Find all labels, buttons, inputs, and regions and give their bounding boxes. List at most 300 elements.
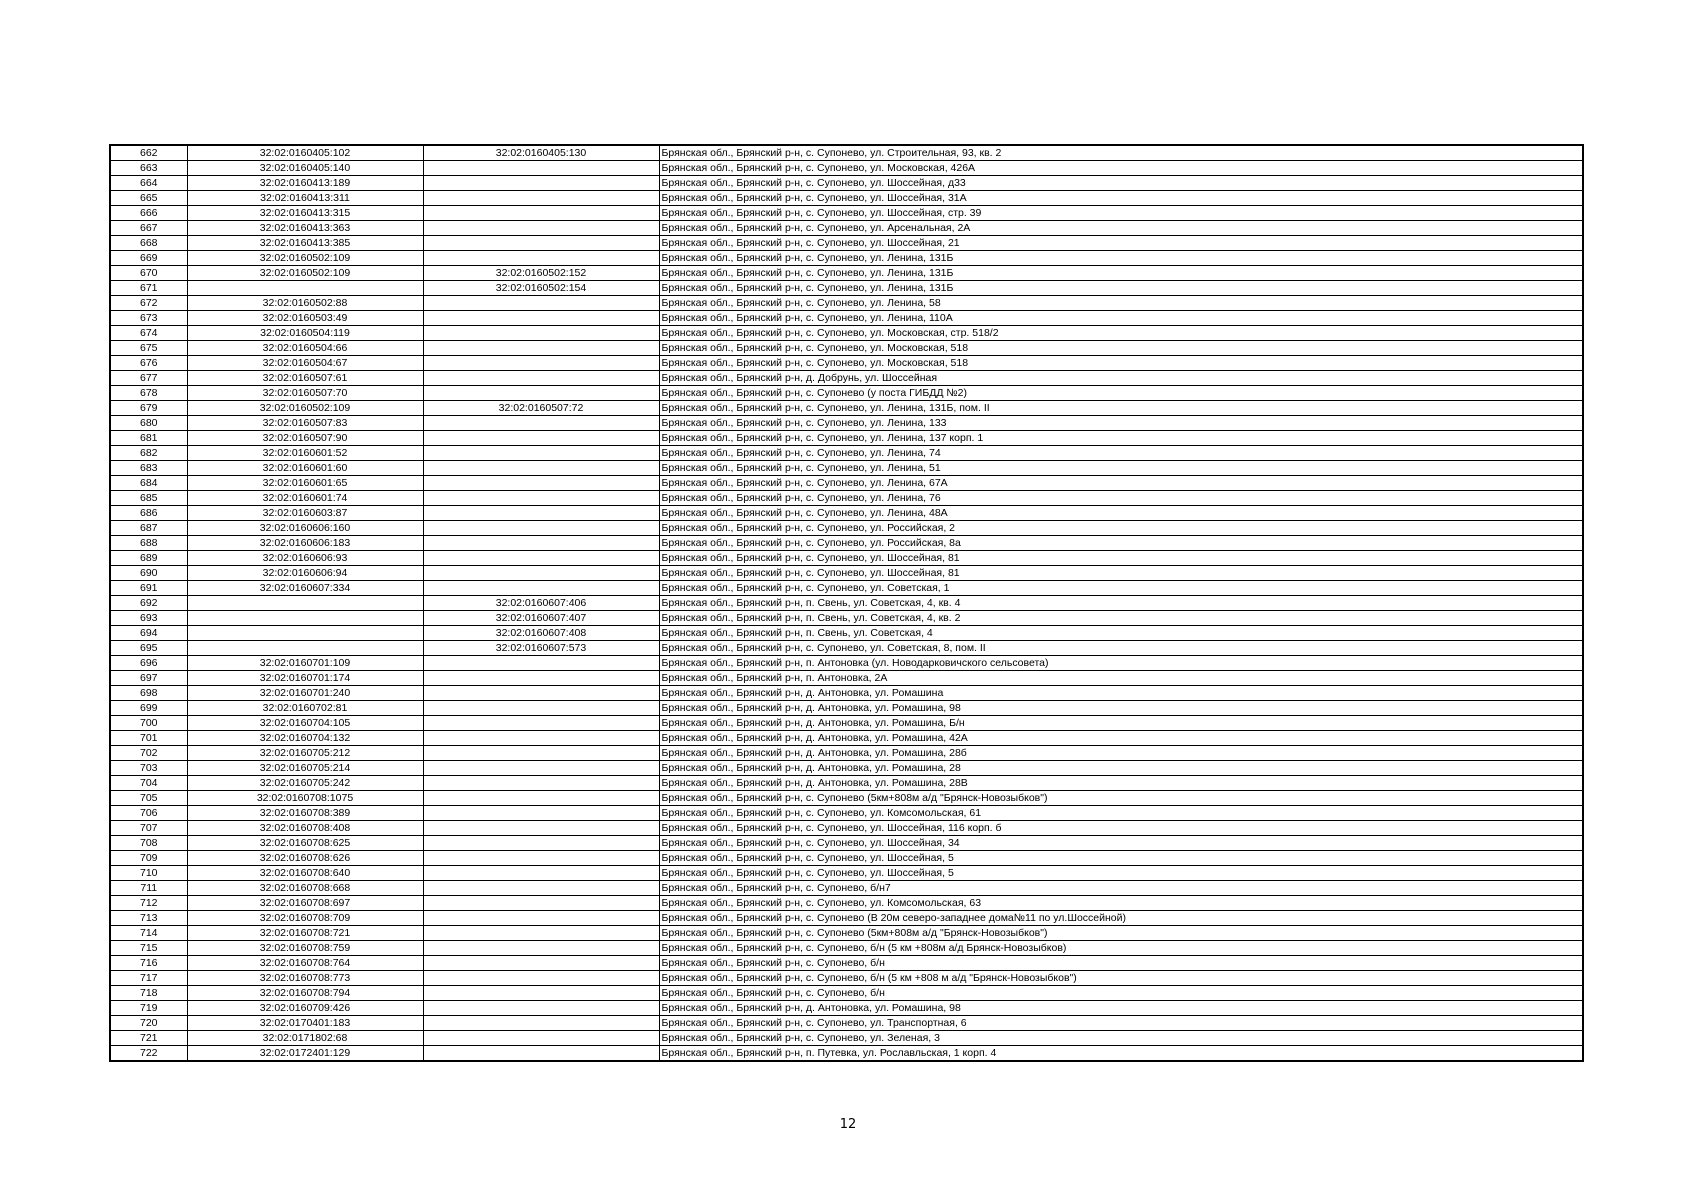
row-number-cell: 691: [110, 581, 187, 596]
address-cell: Брянская обл., Брянский р-н, с. Супонево, ул. Шоссейная, 81: [659, 551, 1583, 566]
table-row: [110, 971, 1583, 986]
address-cell: Брянская обл., Брянский р-н, с. Супонево, ул. Московская, стр. 518/2: [659, 326, 1583, 341]
related-cadastral-number-cell: [423, 851, 659, 866]
cadastral-number-cell: 32:02:0160705:212: [187, 746, 423, 761]
cadastral-number-cell: [187, 611, 423, 626]
row-number-cell: 697: [110, 671, 187, 686]
address-cell: Брянская обл., Брянский р-н, с. Супонево, ул. Зеленая, 3: [659, 1031, 1583, 1046]
cadastral-number-cell: 32:02:0160702:81: [187, 701, 423, 716]
cadastral-number-cell: 32:02:0160504:67: [187, 356, 423, 371]
row-number-cell: 669: [110, 251, 187, 266]
row-number-cell: 699: [110, 701, 187, 716]
cadastral-number-cell: 32:02:0160504:66: [187, 341, 423, 356]
table-row: [110, 161, 1583, 176]
cadastral-number-cell: 32:02:0160601:60: [187, 461, 423, 476]
table-row: [110, 341, 1583, 356]
related-cadastral-number-cell: [423, 701, 659, 716]
cadastral-number-cell: 32:02:0160507:70: [187, 386, 423, 401]
address-cell: Брянская обл., Брянский р-н, д. Антоновка, ул. Ромашина, 28В: [659, 776, 1583, 791]
related-cadastral-number-cell: [423, 356, 659, 371]
cadastral-number-cell: 32:02:0160704:105: [187, 716, 423, 731]
address-cell: Брянская обл., Брянский р-н, с. Супонево, ул. Ленина, 131Б: [659, 266, 1583, 281]
related-cadastral-number-cell: [423, 536, 659, 551]
row-number-cell: 695: [110, 641, 187, 656]
table-row: [110, 611, 1583, 626]
address-cell: Брянская обл., Брянский р-н, п. Антоновка, 2А: [659, 671, 1583, 686]
row-number-cell: 718: [110, 986, 187, 1001]
row-number-cell: 702: [110, 746, 187, 761]
row-number-cell: 668: [110, 236, 187, 251]
row-number-cell: 667: [110, 221, 187, 236]
row-number-cell: 662: [110, 145, 187, 161]
table-row: [110, 851, 1583, 866]
row-number-cell: 663: [110, 161, 187, 176]
address-cell: Брянская обл., Брянский р-н, с. Супонево, ул. Шоссейная, 5: [659, 851, 1583, 866]
table-row: [110, 371, 1583, 386]
address-cell: Брянская обл., Брянский р-н, с. Супонево, ул. Ленина, 67А: [659, 476, 1583, 491]
row-number-cell: 696: [110, 656, 187, 671]
address-cell: Брянская обл., Брянский р-н, с. Супонево, ул. Ленина, 74: [659, 446, 1583, 461]
address-cell: Брянская обл., Брянский р-н, с. Супонево (В 20м северо-западнее дома№11 по ул.Шоссейной): [659, 911, 1583, 926]
table-row: [110, 476, 1583, 491]
cadastral-number-cell: 32:02:0160405:102: [187, 145, 423, 161]
address-cell: Брянская обл., Брянский р-н, с. Супонево, ул. Российская, 8а: [659, 536, 1583, 551]
cadastral-number-cell: 32:02:0160709:426: [187, 1001, 423, 1016]
address-cell: Брянская обл., Брянский р-н, д. Антоновка, ул. Ромашина: [659, 686, 1583, 701]
table-row: [110, 506, 1583, 521]
cadastral-number-cell: 32:02:0160502:109: [187, 401, 423, 416]
row-number-cell: 693: [110, 611, 187, 626]
cadastral-number-cell: 32:02:0160507:61: [187, 371, 423, 386]
related-cadastral-number-cell: [423, 686, 659, 701]
related-cadastral-number-cell: [423, 716, 659, 731]
address-cell: Брянская обл., Брянский р-н, с. Супонево, ул. Ленина, 51: [659, 461, 1583, 476]
cadastral-number-cell: 32:02:0160601:65: [187, 476, 423, 491]
cadastral-number-cell: 32:02:0160708:697: [187, 896, 423, 911]
address-cell: Брянская обл., Брянский р-н, д. Антоновка, ул. Ромашина, 98: [659, 1001, 1583, 1016]
table-row: [110, 746, 1583, 761]
table-row: [110, 431, 1583, 446]
row-number-cell: 708: [110, 836, 187, 851]
related-cadastral-number-cell: [423, 926, 659, 941]
address-cell: Брянская обл., Брянский р-н, с. Супонево, ул. Арсенальная, 2А: [659, 221, 1583, 236]
table-row: [110, 176, 1583, 191]
address-cell: Брянская обл., Брянский р-н, с. Супонево, ул. Транспортная, 6: [659, 1016, 1583, 1031]
address-cell: Брянская обл., Брянский р-н, с. Супонево, ул. Строительная, 93, кв. 2: [659, 145, 1583, 161]
cadastral-number-cell: 32:02:0170401:183: [187, 1016, 423, 1031]
row-number-cell: 685: [110, 491, 187, 506]
related-cadastral-number-cell: [423, 326, 659, 341]
table-row: [110, 986, 1583, 1001]
cadastral-number-cell: 32:02:0160708:668: [187, 881, 423, 896]
address-cell: Брянская обл., Брянский р-н, д. Антоновка, ул. Ромашина, 28б: [659, 746, 1583, 761]
row-number-cell: 690: [110, 566, 187, 581]
related-cadastral-number-cell: [423, 551, 659, 566]
related-cadastral-number-cell: 32:02:0160502:154: [423, 281, 659, 296]
cadastral-number-cell: 32:02:0160606:93: [187, 551, 423, 566]
related-cadastral-number-cell: 32:02:0160507:72: [423, 401, 659, 416]
row-number-cell: 671: [110, 281, 187, 296]
related-cadastral-number-cell: [423, 836, 659, 851]
address-cell: Брянская обл., Брянский р-н, с. Супонево, ул. Советская, 8, пом. II: [659, 641, 1583, 656]
address-cell: Брянская обл., Брянский р-н, д. Антоновка, ул. Ромашина, 98: [659, 701, 1583, 716]
row-number-cell: 666: [110, 206, 187, 221]
table-row: [110, 326, 1583, 341]
table-row: [110, 941, 1583, 956]
address-cell: Брянская обл., Брянский р-н, д. Антоновка, ул. Ромашина, Б/н: [659, 716, 1583, 731]
address-cell: Брянская обл., Брянский р-н, с. Супонево, б/н (5 км +808м а/д Брянск-Новозыбков): [659, 941, 1583, 956]
address-cell: Брянская обл., Брянский р-н, с. Супонево, ул. Комсомольская, 61: [659, 806, 1583, 821]
table-row: [110, 731, 1583, 746]
related-cadastral-number-cell: [423, 986, 659, 1001]
cadastral-number-cell: 32:02:0160701:109: [187, 656, 423, 671]
related-cadastral-number-cell: [423, 821, 659, 836]
address-cell: Брянская обл., Брянский р-н, с. Супонево, ул. Шоссейная, 81: [659, 566, 1583, 581]
cadastral-number-cell: 32:02:0160413:189: [187, 176, 423, 191]
cadastral-number-cell: [187, 596, 423, 611]
cadastral-number-cell: 32:02:0160704:132: [187, 731, 423, 746]
related-cadastral-number-cell: [423, 446, 659, 461]
address-cell: Брянская обл., Брянский р-н, с. Супонево (5км+808м а/д "Брянск-Новозыбков"): [659, 926, 1583, 941]
table-row: [110, 926, 1583, 941]
related-cadastral-number-cell: [423, 1031, 659, 1046]
cadastral-number-cell: [187, 281, 423, 296]
cadastral-number-cell: 32:02:0160708:773: [187, 971, 423, 986]
related-cadastral-number-cell: [423, 761, 659, 776]
table-row: [110, 626, 1583, 641]
cadastral-number-cell: 32:02:0160413:363: [187, 221, 423, 236]
address-cell: Брянская обл., Брянский р-н, с. Супонево, ул. Российская, 2: [659, 521, 1583, 536]
row-number-cell: 673: [110, 311, 187, 326]
row-number-cell: 713: [110, 911, 187, 926]
table-row: [110, 581, 1583, 596]
table-row: [110, 461, 1583, 476]
address-cell: Брянская обл., Брянский р-н, п. Антоновка (ул. Новодарковичского сельсовета): [659, 656, 1583, 671]
related-cadastral-number-cell: 32:02:0160607:573: [423, 641, 659, 656]
table-row: [110, 281, 1583, 296]
address-cell: Брянская обл., Брянский р-н, с. Супонево, ул. Шоссейная, стр. 39: [659, 206, 1583, 221]
related-cadastral-number-cell: [423, 896, 659, 911]
address-cell: Брянская обл., Брянский р-н, п. Свень, ул. Советская, 4, кв. 4: [659, 596, 1583, 611]
address-cell: Брянская обл., Брянский р-н, с. Супонево, ул. Комсомольская, 63: [659, 896, 1583, 911]
cadastral-number-cell: 32:02:0160708:764: [187, 956, 423, 971]
row-number-cell: 689: [110, 551, 187, 566]
cadastral-number-cell: 32:02:0160708:640: [187, 866, 423, 881]
address-cell: Брянская обл., Брянский р-н, с. Супонево, ул. Московская, 518: [659, 356, 1583, 371]
row-number-cell: 670: [110, 266, 187, 281]
row-number-cell: 675: [110, 341, 187, 356]
address-cell: Брянская обл., Брянский р-н, с. Супонево, б/н: [659, 956, 1583, 971]
cadastral-number-cell: 32:02:0160507:83: [187, 416, 423, 431]
table-row: [110, 551, 1583, 566]
row-number-cell: 692: [110, 596, 187, 611]
row-number-cell: 714: [110, 926, 187, 941]
address-cell: Брянская обл., Брянский р-н, с. Супонево, ул. Шоссейная, 21: [659, 236, 1583, 251]
table-row: [110, 1001, 1583, 1016]
address-cell: Брянская обл., Брянский р-н, п. Путевка, ул. Рославльская, 1 корп. 4: [659, 1046, 1583, 1062]
table-row: [110, 1046, 1583, 1062]
table-row: [110, 191, 1583, 206]
related-cadastral-number-cell: [423, 461, 659, 476]
row-number-cell: 710: [110, 866, 187, 881]
cadastral-number-cell: 32:02:0160503:49: [187, 311, 423, 326]
related-cadastral-number-cell: [423, 206, 659, 221]
related-cadastral-number-cell: [423, 431, 659, 446]
row-number-cell: 722: [110, 1046, 187, 1062]
cadastral-number-cell: 32:02:0160701:240: [187, 686, 423, 701]
address-cell: Брянская обл., Брянский р-н, с. Супонево, ул. Ленина, 48А: [659, 506, 1583, 521]
table-row: [110, 536, 1583, 551]
related-cadastral-number-cell: 32:02:0160607:407: [423, 611, 659, 626]
row-number-cell: 720: [110, 1016, 187, 1031]
address-cell: Брянская обл., Брянский р-н, с. Супонево, ул. Ленина, 110А: [659, 311, 1583, 326]
related-cadastral-number-cell: [423, 221, 659, 236]
related-cadastral-number-cell: [423, 776, 659, 791]
related-cadastral-number-cell: [423, 941, 659, 956]
cadastral-number-cell: 32:02:0160701:174: [187, 671, 423, 686]
cadastral-number-cell: 32:02:0160504:119: [187, 326, 423, 341]
table-row: [110, 416, 1583, 431]
related-cadastral-number-cell: [423, 476, 659, 491]
related-cadastral-number-cell: [423, 746, 659, 761]
cadastral-number-cell: 32:02:0160708:626: [187, 851, 423, 866]
table-row: [110, 776, 1583, 791]
cadastral-number-cell: 32:02:0160708:794: [187, 986, 423, 1001]
related-cadastral-number-cell: [423, 731, 659, 746]
related-cadastral-number-cell: [423, 416, 659, 431]
related-cadastral-number-cell: [423, 191, 659, 206]
table-row: [110, 956, 1583, 971]
related-cadastral-number-cell: [423, 386, 659, 401]
cadastral-number-cell: 32:02:0160708:721: [187, 926, 423, 941]
table-row: [110, 641, 1583, 656]
related-cadastral-number-cell: [423, 176, 659, 191]
row-number-cell: 712: [110, 896, 187, 911]
table-row: [110, 401, 1583, 416]
address-cell: Брянская обл., Брянский р-н, с. Супонево, б/н: [659, 986, 1583, 1001]
table-row: [110, 491, 1583, 506]
row-number-cell: 700: [110, 716, 187, 731]
row-number-cell: 665: [110, 191, 187, 206]
row-number-cell: 704: [110, 776, 187, 791]
address-cell: Брянская обл., Брянский р-н, с. Супонево, ул. Московская, 518: [659, 341, 1583, 356]
row-number-cell: 681: [110, 431, 187, 446]
related-cadastral-number-cell: 32:02:0160607:408: [423, 626, 659, 641]
table-row: [110, 761, 1583, 776]
row-number-cell: 678: [110, 386, 187, 401]
table-row: [110, 386, 1583, 401]
cadastral-number-cell: 32:02:0160607:334: [187, 581, 423, 596]
cadastral-number-cell: 32:02:0160708:1075: [187, 791, 423, 806]
row-number-cell: 680: [110, 416, 187, 431]
row-number-cell: 684: [110, 476, 187, 491]
table-row: [110, 866, 1583, 881]
related-cadastral-number-cell: [423, 521, 659, 536]
table-row: [110, 145, 1583, 161]
table-row: [110, 716, 1583, 731]
page-number: 12: [839, 1117, 857, 1132]
row-number-cell: 711: [110, 881, 187, 896]
table-row: [110, 521, 1583, 536]
related-cadastral-number-cell: [423, 251, 659, 266]
related-cadastral-number-cell: [423, 161, 659, 176]
row-number-cell: 679: [110, 401, 187, 416]
row-number-cell: 687: [110, 521, 187, 536]
related-cadastral-number-cell: [423, 311, 659, 326]
related-cadastral-number-cell: 32:02:0160607:406: [423, 596, 659, 611]
related-cadastral-number-cell: [423, 236, 659, 251]
table-row: [110, 1031, 1583, 1046]
row-number-cell: 719: [110, 1001, 187, 1016]
address-cell: Брянская обл., Брянский р-н, с. Супонево, ул. Шоссейная, 116 корп. б: [659, 821, 1583, 836]
row-number-cell: 721: [110, 1031, 187, 1046]
row-number-cell: 682: [110, 446, 187, 461]
related-cadastral-number-cell: [423, 1016, 659, 1031]
row-number-cell: 709: [110, 851, 187, 866]
address-cell: Брянская обл., Брянский р-н, д. Антоновка, ул. Ромашина, 42А: [659, 731, 1583, 746]
table-row: [110, 671, 1583, 686]
cadastral-number-cell: 32:02:0160502:109: [187, 251, 423, 266]
related-cadastral-number-cell: [423, 491, 659, 506]
table-row: [110, 266, 1583, 281]
row-number-cell: 686: [110, 506, 187, 521]
address-cell: Брянская обл., Брянский р-н, с. Супонево, б/н7: [659, 881, 1583, 896]
table-row: [110, 311, 1583, 326]
row-number-cell: 664: [110, 176, 187, 191]
address-cell: Брянская обл., Брянский р-н, п. Свень, ул. Советская, 4: [659, 626, 1583, 641]
row-number-cell: 677: [110, 371, 187, 386]
cadastral-number-cell: 32:02:0160502:88: [187, 296, 423, 311]
address-cell: Брянская обл., Брянский р-н, с. Супонево, б/н (5 км +808 м а/д "Брянск-Новозыбков"): [659, 971, 1583, 986]
address-cell: Брянская обл., Брянский р-н, п. Свень, ул. Советская, 4, кв. 2: [659, 611, 1583, 626]
cadastral-number-cell: 32:02:0171802:68: [187, 1031, 423, 1046]
related-cadastral-number-cell: [423, 956, 659, 971]
row-number-cell: 688: [110, 536, 187, 551]
table-row: [110, 701, 1583, 716]
related-cadastral-number-cell: [423, 791, 659, 806]
related-cadastral-number-cell: 32:02:0160405:130: [423, 145, 659, 161]
address-cell: Брянская обл., Брянский р-н, с. Супонево, ул. Ленина, 131Б, пом. II: [659, 401, 1583, 416]
related-cadastral-number-cell: [423, 1001, 659, 1016]
cadastral-number-cell: 32:02:0160603:87: [187, 506, 423, 521]
cadastral-number-cell: 32:02:0172401:129: [187, 1046, 423, 1062]
row-number-cell: 676: [110, 356, 187, 371]
table-row: [110, 656, 1583, 671]
table-row: [110, 911, 1583, 926]
table-row: [110, 356, 1583, 371]
related-cadastral-number-cell: [423, 656, 659, 671]
address-cell: Брянская обл., Брянский р-н, с. Супонево, ул. Ленина, 131Б: [659, 251, 1583, 266]
cadastral-number-cell: 32:02:0160708:709: [187, 911, 423, 926]
related-cadastral-number-cell: [423, 296, 659, 311]
row-number-cell: 706: [110, 806, 187, 821]
address-cell: Брянская обл., Брянский р-н, с. Супонево (5км+808м а/д "Брянск-Новозыбков"): [659, 791, 1583, 806]
cadastral-number-cell: 32:02:0160507:90: [187, 431, 423, 446]
row-number-cell: 694: [110, 626, 187, 641]
related-cadastral-number-cell: [423, 341, 659, 356]
related-cadastral-number-cell: [423, 671, 659, 686]
table-row: [110, 206, 1583, 221]
related-cadastral-number-cell: 32:02:0160502:152: [423, 266, 659, 281]
cadastral-number-cell: 32:02:0160705:214: [187, 761, 423, 776]
table-row: [110, 596, 1583, 611]
row-number-cell: 707: [110, 821, 187, 836]
cadastral-number-cell: 32:02:0160708:408: [187, 821, 423, 836]
address-cell: Брянская обл., Брянский р-н, с. Супонево, ул. Ленина, 137 корп. 1: [659, 431, 1583, 446]
table-row: [110, 446, 1583, 461]
table-row: [110, 791, 1583, 806]
row-number-cell: 674: [110, 326, 187, 341]
related-cadastral-number-cell: [423, 881, 659, 896]
cadastral-number-cell: 32:02:0160705:242: [187, 776, 423, 791]
related-cadastral-number-cell: [423, 566, 659, 581]
table-body: [110, 145, 1583, 1061]
row-number-cell: 703: [110, 761, 187, 776]
address-cell: Брянская обл., Брянский р-н, с. Супонево, ул. Шоссейная, д33: [659, 176, 1583, 191]
table-row: [110, 836, 1583, 851]
table-row: [110, 821, 1583, 836]
row-number-cell: 716: [110, 956, 187, 971]
cadastral-number-cell: 32:02:0160601:74: [187, 491, 423, 506]
row-number-cell: 705: [110, 791, 187, 806]
cadastral-number-cell: 32:02:0160413:315: [187, 206, 423, 221]
row-number-cell: 672: [110, 296, 187, 311]
cadastral-number-cell: 32:02:0160606:94: [187, 566, 423, 581]
cadastral-number-cell: 32:02:0160601:52: [187, 446, 423, 461]
related-cadastral-number-cell: [423, 806, 659, 821]
cadastral-number-cell: 32:02:0160413:311: [187, 191, 423, 206]
address-cell: Брянская обл., Брянский р-н, с. Супонево, ул. Ленина, 131Б: [659, 281, 1583, 296]
table-row: [110, 806, 1583, 821]
related-cadastral-number-cell: [423, 911, 659, 926]
address-cell: Брянская обл., Брянский р-н, с. Супонево, ул. Ленина, 133: [659, 416, 1583, 431]
related-cadastral-number-cell: [423, 371, 659, 386]
row-number-cell: 701: [110, 731, 187, 746]
table-row: [110, 881, 1583, 896]
address-cell: Брянская обл., Брянский р-н, с. Супонево, ул. Шоссейная, 31А: [659, 191, 1583, 206]
row-number-cell: 683: [110, 461, 187, 476]
related-cadastral-number-cell: [423, 581, 659, 596]
table-row: [110, 221, 1583, 236]
row-number-cell: 698: [110, 686, 187, 701]
row-number-cell: 715: [110, 941, 187, 956]
related-cadastral-number-cell: [423, 1046, 659, 1062]
cadastral-number-cell: 32:02:0160606:183: [187, 536, 423, 551]
address-cell: Брянская обл., Брянский р-н, д. Антоновка, ул. Ромашина, 28: [659, 761, 1583, 776]
row-number-cell: 717: [110, 971, 187, 986]
address-cell: Брянская обл., Брянский р-н, с. Супонево, ул. Ленина, 76: [659, 491, 1583, 506]
address-cell: Брянская обл., Брянский р-н, д. Добрунь, ул. Шоссейная: [659, 371, 1583, 386]
related-cadastral-number-cell: [423, 971, 659, 986]
address-cell: Брянская обл., Брянский р-н, с. Супонево, ул. Шоссейная, 34: [659, 836, 1583, 851]
table-row: [110, 896, 1583, 911]
table-row: [110, 296, 1583, 311]
related-cadastral-number-cell: [423, 866, 659, 881]
cadastral-number-cell: 32:02:0160708:625: [187, 836, 423, 851]
cadastral-number-cell: 32:02:0160708:759: [187, 941, 423, 956]
cadastral-number-cell: 32:02:0160606:160: [187, 521, 423, 536]
cadastral-number-cell: 32:02:0160502:109: [187, 266, 423, 281]
cadastral-number-cell: 32:02:0160708:389: [187, 806, 423, 821]
address-cell: Брянская обл., Брянский р-н, с. Супонево, ул. Советская, 1: [659, 581, 1583, 596]
cadastral-number-cell: [187, 626, 423, 641]
table-row: [110, 686, 1583, 701]
table-row: [110, 1016, 1583, 1031]
table-row: [110, 566, 1583, 581]
cadastral-number-cell: 32:02:0160413:385: [187, 236, 423, 251]
table-row: [110, 236, 1583, 251]
address-cell: Брянская обл., Брянский р-н, с. Супонево (у поста ГИБДД №2): [659, 386, 1583, 401]
